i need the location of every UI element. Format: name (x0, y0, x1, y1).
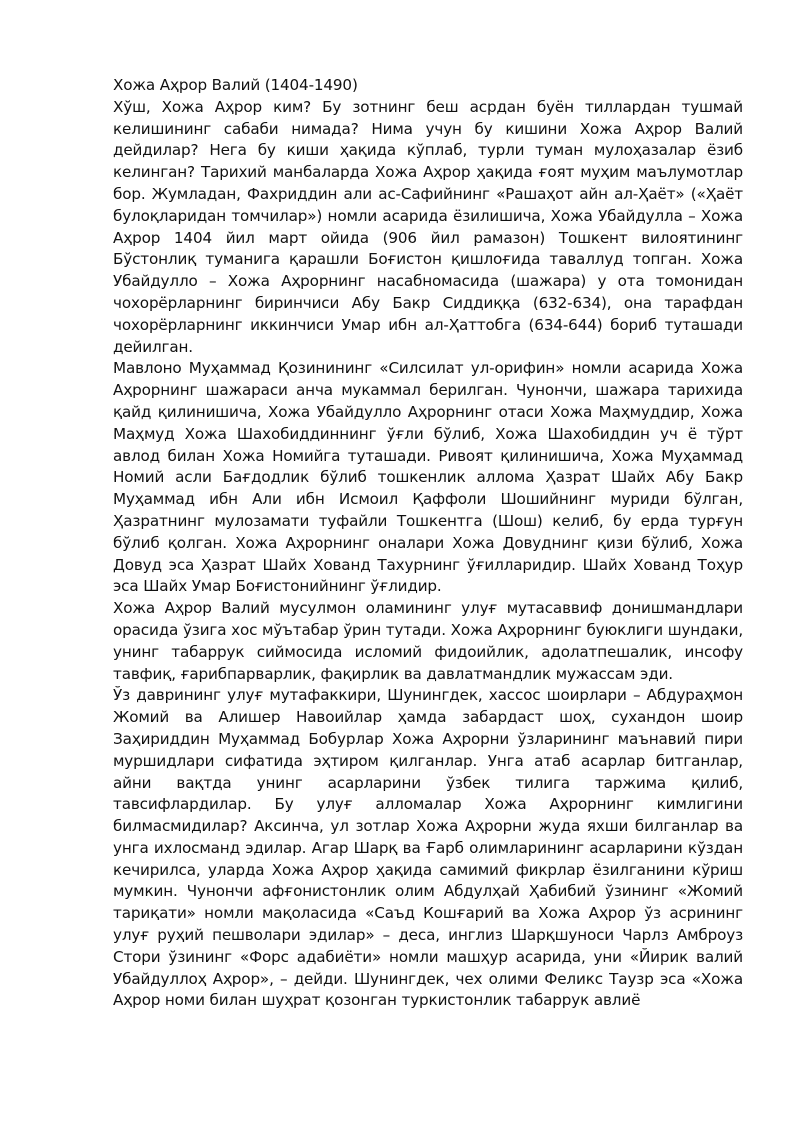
paragraph-genealogy: Мавлоно Муҳаммад Қозинининг «Силсилат ул-орифин» номли асарида Хожа Аҳрорнинг шажараси анча мукаммал берилган. Чунончи, шажара тарихида қайд қилинишича, Хожа Убайдулло Аҳрорнинг отаси Хожа Маҳмуддир, Хожа Маҳмуд Хожа Шахобиддиннинг ўғли бўлиб, Хожа Шахобиддин уч ё тўрт авлод билан Хожа Номийга туташади. Ривоят қилинишича, Хожа Муҳаммад Номий асли Бағдодлик бўлиб тошкенлик аллома Ҳазрат Шайх Абу Бакр Муҳаммад ибн Али ибн Исмоил Қаффоли Шошийнинг муриди бўлган, Ҳазратнинг мулозамати туфайли Тошкентга (Шош) келиб, бу ерда турғун бўлиб қолган. Хожа Аҳрорнинг оналари Хожа Довуднинг қизи бўлиб, Хожа Довуд эса Ҳазрат Шайх Хованд Тахурнинг ўғилларидир. Шайх Хованд Тоҳур эса Шайх Умар Боғистонийнинг ўғлидир. (113, 359, 743, 596)
paragraph-significance: Хожа Аҳрор Валий мусулмон оламининг улуғ мутасаввиф донишмандлари орасида ўзига хос мўътабар ўрин тутади. Хожа Аҳрорнинг буюклиги шундаки, унинг табаррук сиймосида исломий фидоийлик, адолатпешалик, инсофу тавфиқ, ғарибпарварлик, фақирлик ва давлатмандлик мужассам эди. (113, 599, 743, 683)
paragraph-legacy: Ўз даврининг улуғ мутафаккири, Шунингдек, хассос шоирлари – Абдураҳмон Жомий ва Алишер Навоийлар ҳамда забардаст шоҳ, сухандон шоир Заҳириддин Муҳаммад Бобурлар Хожа Аҳрорни ўзларининг маънавий пири муршидлари сифатида эҳтиром қилганлар. Унга атаб асарлар битганлар, айни вақтда унинг асарларини ўзбек тилига таржима қилиб, тавсифлардилар. Бу улуғ алломалар Хожа Аҳрорнинг кимлигини билмасмидилар? Аксинча, ул зотлар Хожа Аҳрорни жуда яхши билганлар ва унга ихлосманд эдилар. Агар Шарқ ва Ғарб олимларининг асарларини кўздан кечирилса, уларда Хожа Аҳрор ҳақида самимий фикрлар ёзилганини кўриш мумкин. Чунончи афғонистонлик олим Абдулҳай Ҳабибий ўзининг «Жомий тариқати» номли мақоласида «Саъд Кошғарий ва Хожа Аҳрор ўз асрининг улуғ руҳий пешволари эдилар» – деса, инглиз Шарқшуноси Чарлз Амброуз Стори ўзининг «Форс адабиёти» номли машҳур асарида, уни «Йирик валий Убайдуллоҳ Аҳрор», – дейди. Шунингдек, чех олими Феликс Таузр эса «Хожа Аҳрор номи билан шуҳрат қозонган туркистонлик табаррук авлиё (113, 686, 743, 1010)
document-title: Хожа Аҳрор Валий (1404-1490) (113, 76, 358, 94)
document-page (113, 75, 743, 1012)
paragraph-intro: Хўш, Хожа Аҳрор ким? Бу зотнинг беш асрдан буён тиллардан тушмай келишининг сабаби нимада? Нима учун бу кишини Хожа Аҳрор Валий дейдилар? Нега бу киши ҳақида кўплаб, турли туман мулоҳазалар ёзиб келинган? Тарихий манбаларда Хожа Аҳрор ҳақида ғоят муҳим маълумотлар бор. Жумладан, Фахриддин али ас-Сафийнинг «Рашаҳот айн ал-Ҳаёт» («Ҳаёт булоқларидан томчилар») номли асарида ёзилишича, Хожа Убайдулла – Хожа Аҳрор 1404 йил март ойида (906 йил рамазон) Тошкент вилоятининг Бўстонлиқ туманига қарашли Боғистон қишлоғида таваллуд топган. Хожа Убайдулло – Хожа Аҳрорнинг насабномасида (шажара) у ота томонидан чохорёрларнинг биринчиси Абу Бакр Сиддиққа (632-634), она тарафдан чохорёрларнинг иккинчиси Умар ибн ал-Ҳаттобга (634-644) бориб туташади дейилган. (113, 97, 743, 356)
